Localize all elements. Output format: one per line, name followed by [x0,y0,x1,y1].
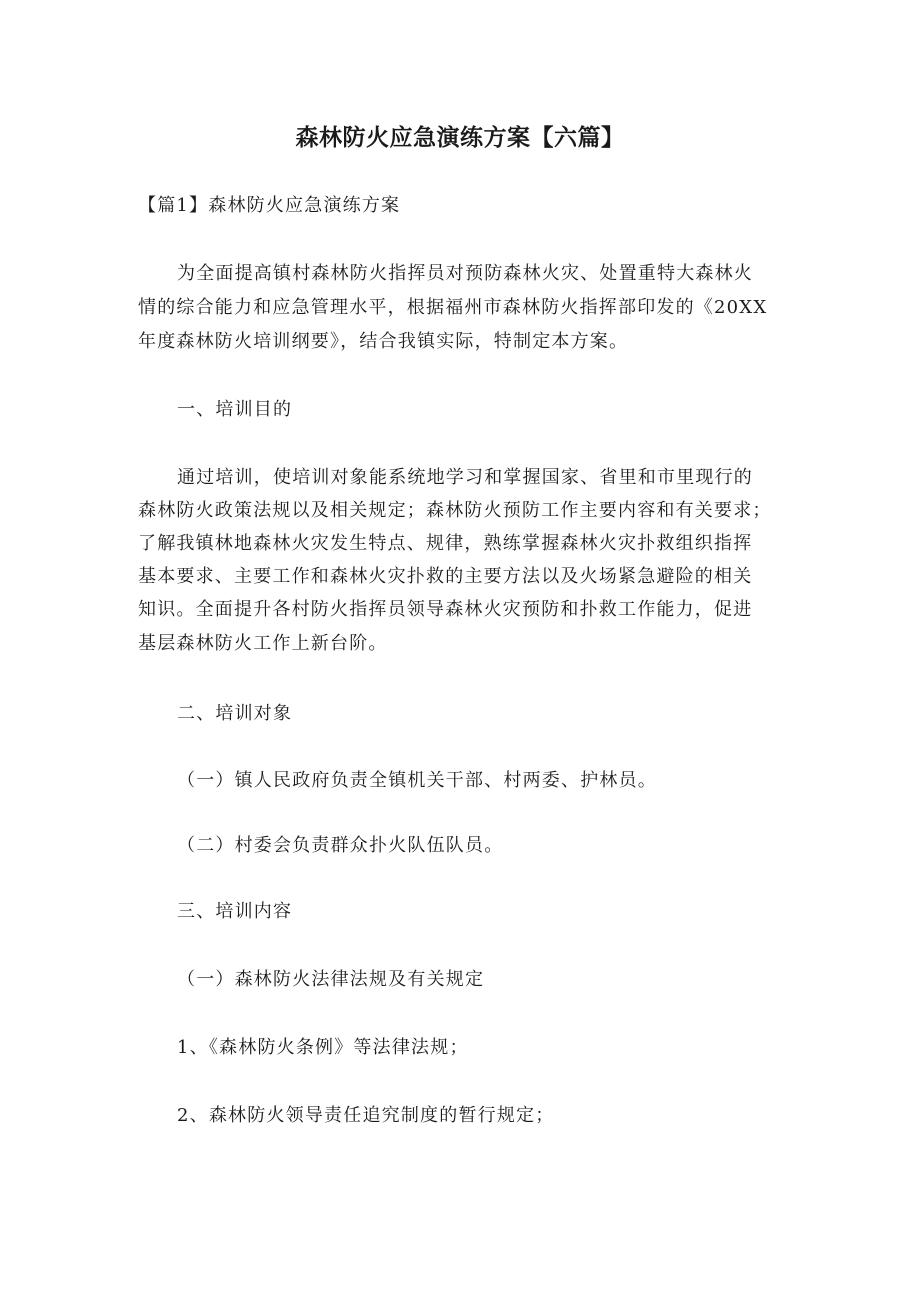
purpose-line-6: 基层森林防火工作上新台阶。 [138,633,388,654]
purpose-line-5: 知识。全面提升各村防火指挥员领导森林火灾预防和扑救工作能力，促进 [138,599,753,620]
purpose-line-2: 森林防火政策法规以及相关规定；森林防火预防工作主要内容和有关要求； [138,500,772,521]
intro-line-3: 年度森林防火培训纲要》，结合我镇实际，特制定本方案。 [138,331,629,352]
content-item-2: 2、森林防火领导责任追究制度的暂行规定； [177,1105,555,1126]
section-heading: 【篇1】森林防火应急演练方案 [138,195,401,216]
heading-purpose: 一、培训目的 [177,399,293,420]
content-subheading-1: （一）森林防火法律法规及有关规定 [177,969,485,990]
target-item-2: （二）村委会负责群众扑火队伍队员。 [177,835,504,856]
purpose-line-4: 基本要求、主要工作和森林火灾扑救的主要方法以及火场紧急避险的相关 [138,566,753,587]
document-title: 森林防火应急演练方案【六篇】 [295,125,625,151]
heading-content: 三、培训内容 [177,901,293,922]
purpose-line-1: 通过培训，使培训对象能系统地学习和掌握国家、省里和市里现行的 [177,467,753,488]
content-item-1: 1、《森林防火条例》等法律法规； [177,1037,469,1058]
target-item-1: （一）镇人民政府负责全镇机关干部、村两委、护林员。 [177,770,657,791]
intro-line-1: 为全面提高镇村森林防火指挥员对预防森林火灾、处置重特大森林火 [177,263,753,284]
intro-line-2: 情的综合能力和应急管理水平，根据福州市森林防火指挥部印发的《20XX [138,297,768,318]
purpose-line-3: 了解我镇林地森林火灾发生特点、规律，熟练掌握森林火灾扑救组织指挥 [138,533,753,554]
heading-targets: 二、培训对象 [177,703,293,724]
